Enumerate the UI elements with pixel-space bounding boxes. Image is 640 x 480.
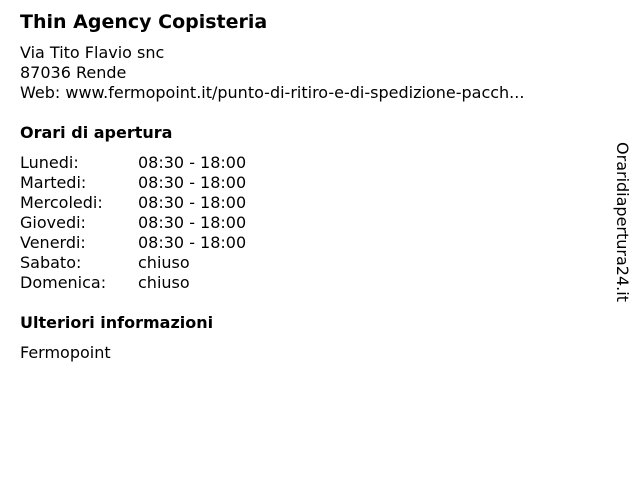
address-block <box>20 43 524 103</box>
hours-value: 08:30 - 18:00 <box>138 213 247 232</box>
day-label: Domenica: <box>20 273 107 292</box>
day-label: Giovedi: <box>20 213 86 232</box>
business-name: Thin Agency Copisteria <box>20 11 268 33</box>
site-watermark: Oraridiapertura24.it <box>613 142 632 302</box>
hours-value: chiuso <box>138 253 190 272</box>
hours-value: 08:30 - 18:00 <box>138 193 247 212</box>
hours-value: 08:30 - 18:00 <box>138 153 247 172</box>
opening-hours-heading: Orari di apertura <box>20 123 173 142</box>
hours-value: 08:30 - 18:00 <box>138 233 247 252</box>
hours-value: chiuso <box>138 273 190 292</box>
hours-value: 08:30 - 18:00 <box>138 173 247 192</box>
day-label: Venerdi: <box>20 233 86 252</box>
website-link[interactable]: Web: www.fermopoint.it/punto-di-ritiro-e-di-spedizione-pacch... <box>20 83 525 102</box>
hours-row-sunday <box>20 273 246 293</box>
day-label: Sabato: <box>20 253 82 272</box>
opening-hours-table <box>20 153 246 293</box>
hours-row-wednesday <box>20 193 246 213</box>
day-label: Lunedi: <box>20 153 79 172</box>
hours-row-tuesday <box>20 173 246 193</box>
day-label: Mercoledi: <box>20 193 103 212</box>
street-address: Via Tito Flavio snc <box>20 43 165 62</box>
additional-info-text: Fermopoint <box>20 343 111 362</box>
additional-info-heading: Ulteriori informazioni <box>20 313 214 332</box>
city-line: 87036 Rende <box>20 63 127 82</box>
day-label: Martedi: <box>20 173 87 192</box>
hours-row-friday <box>20 233 246 253</box>
hours-row-monday <box>20 153 246 173</box>
hours-row-saturday <box>20 253 246 273</box>
hours-row-thursday <box>20 213 246 233</box>
